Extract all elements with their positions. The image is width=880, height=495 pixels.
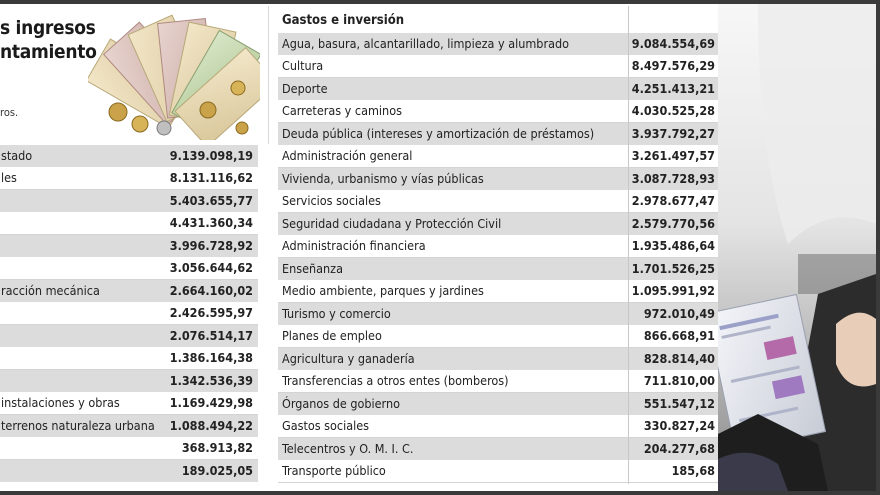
expense-row-value: 8.497.576,29: [631, 58, 715, 73]
table-row: [0, 258, 258, 281]
income-subtitle: ros.: [0, 106, 19, 119]
table-row: [278, 168, 718, 191]
expense-row-value: 330.827,24: [643, 418, 715, 433]
table-row: [0, 370, 258, 393]
expense-row-label: Telecentros y O. M. I. C.: [282, 440, 414, 456]
table-row: [0, 190, 258, 213]
income-row-value: 3.056.644,62: [169, 260, 253, 275]
divider: [268, 6, 269, 144]
table-row: [278, 56, 718, 79]
table-row: [0, 393, 258, 416]
income-row-value: 2.664.160,02: [169, 282, 253, 298]
table-row: [278, 303, 718, 326]
table-row: [0, 325, 258, 348]
value-column-divider: [628, 6, 629, 484]
income-row-value: 1.342.536,39: [169, 372, 253, 388]
expense-row-value: 1.935.486,64: [631, 238, 715, 253]
expense-row-value: 1.701.526,25: [631, 260, 715, 276]
table-row: [0, 145, 258, 168]
expense-row-label: Transporte público: [282, 463, 386, 478]
expense-row-value: 551.547,12: [643, 395, 715, 411]
table-row: [0, 168, 258, 191]
income-header: [0, 10, 262, 142]
expense-row-value: 4.030.525,28: [631, 103, 715, 118]
bottom-border: [0, 491, 880, 495]
expense-row-value: 3.087.728,93: [631, 170, 715, 186]
expenses-table: [278, 33, 718, 483]
expense-row-label: Agricultura y ganadería: [282, 350, 415, 366]
expense-row-label: Deuda pública (intereses y amortización de préstamos): [282, 125, 595, 141]
table-row: [278, 213, 718, 236]
expense-row-value: 9.084.554,69: [631, 35, 715, 51]
table-row: [0, 280, 258, 303]
expense-row-label: Enseñanza: [282, 260, 343, 276]
expense-row-label: Vivienda, urbanismo y vías públicas: [282, 170, 484, 186]
expense-row-value: 711.810,00: [643, 373, 715, 388]
income-row-value: 8.131.116,62: [169, 170, 253, 185]
expense-row-label: Servicios sociales: [282, 193, 381, 208]
expense-row-value: 3.937.792,27: [631, 125, 715, 141]
expense-row-value: 204.277,68: [643, 440, 715, 456]
expense-row-value: 828.814,40: [643, 350, 715, 366]
income-row-label: les: [1, 170, 17, 185]
expense-row-label: Planes de empleo: [282, 328, 382, 343]
table-row: [278, 348, 718, 371]
expense-row-value: 866.668,91: [643, 328, 715, 343]
table-row: [278, 236, 718, 259]
income-row-value: 2.076.514,17: [169, 327, 253, 343]
table-row: [278, 393, 718, 416]
income-row-value: 3.996.728,92: [169, 237, 253, 253]
table-row: [278, 33, 718, 56]
expense-row-value: 4.251.413,21: [631, 80, 715, 96]
expense-row-value: 185,68: [671, 463, 715, 478]
income-row-label: racción mecánica: [1, 282, 100, 298]
expense-row-label: Seguridad ciudadana y Protección Civil: [282, 215, 502, 231]
expense-row-value: 2.978.677,47: [631, 193, 715, 208]
table-row: [278, 191, 718, 214]
table-row: [278, 101, 718, 124]
expense-row-label: Deporte: [282, 80, 328, 96]
expense-row-label: Administración financiera: [282, 238, 426, 253]
expense-row-value: 1.095.991,92: [631, 283, 715, 298]
expense-row-label: Agua, basura, alcantarillado, limpieza y alumbrado: [282, 35, 569, 51]
table-row: [278, 438, 718, 461]
expense-row-label: Carreteras y caminos: [282, 103, 402, 118]
table-row: [278, 371, 718, 394]
table-row: [278, 146, 718, 169]
income-row-value: 1.088.494,22: [169, 417, 253, 433]
table-row: [0, 213, 258, 236]
banknotes-image: [88, 12, 260, 140]
income-row-value: 1.386.164,38: [169, 350, 253, 365]
table-row: [278, 78, 718, 101]
income-row-value: 4.431.360,34: [169, 215, 253, 230]
expense-row-label: Gastos sociales: [282, 418, 370, 433]
table-row: [0, 348, 258, 371]
income-row-value: 368.913,82: [181, 440, 253, 455]
table-row: [0, 460, 258, 483]
table-row: [0, 235, 258, 258]
income-row-value: 2.426.595,97: [169, 305, 253, 320]
income-row-label: terrenos naturaleza urbana: [1, 417, 155, 433]
expense-row-value: 2.579.770,56: [631, 215, 715, 231]
table-row: [278, 416, 718, 439]
table-row: [0, 303, 258, 326]
expense-row-value: 3.261.497,57: [631, 148, 715, 163]
income-row-value: 1.169.429,98: [169, 395, 253, 410]
expense-row-label: Órganos de gobierno: [282, 395, 400, 411]
income-table: [0, 145, 258, 483]
expenses-title: Gastos e inversión: [282, 13, 405, 28]
table-row: [278, 461, 718, 484]
table-row: [278, 326, 718, 349]
table-row: [0, 438, 258, 461]
expense-row-label: Turismo y comercio: [282, 305, 391, 321]
table-row: [278, 281, 718, 304]
expense-row-label: Medio ambiente, parques y jardines: [282, 283, 484, 298]
income-row-label: stado: [1, 147, 33, 163]
income-row-value: 5.403.655,77: [169, 192, 253, 208]
income-row-label: instalaciones y obras: [1, 395, 120, 410]
income-row-value: 9.139.098,19: [169, 147, 253, 163]
expense-row-label: Transferencias a otros entes (bomberos): [282, 373, 509, 388]
right-border: [876, 0, 880, 495]
income-row-value: 189.025,05: [181, 462, 253, 478]
expense-row-value: 972.010,49: [643, 305, 715, 321]
person-reading-document-image: [718, 4, 876, 491]
expense-row-label: Administración general: [282, 148, 413, 163]
expense-row-label: Cultura: [282, 58, 324, 73]
table-row: [0, 415, 258, 438]
income-title-line1: s ingresos: [0, 17, 96, 39]
income-title-line2: ntamiento: [0, 41, 97, 63]
table-row: [278, 258, 718, 281]
table-row: [278, 123, 718, 146]
